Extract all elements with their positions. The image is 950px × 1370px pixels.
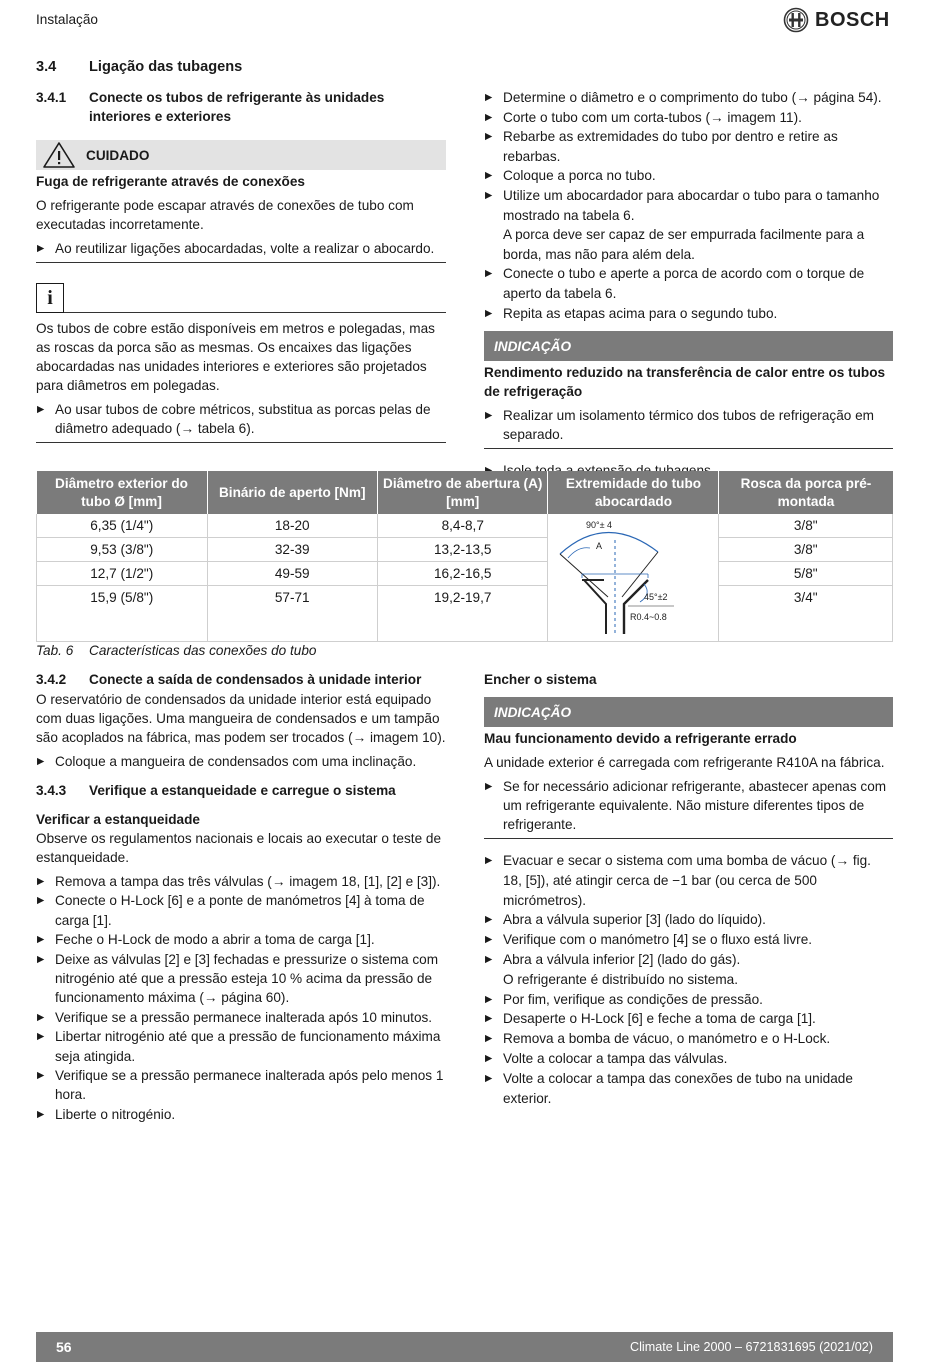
- list-item: ▶ Verifique se a pressão permanece inalterada após pelo menos 1 hora.: [36, 1066, 446, 1105]
- list-item: ▶ Feche o H-Lock de modo a abrir a toma de carga [1].: [36, 930, 446, 949]
- subsection-number: 3.4.3: [36, 783, 67, 798]
- table-cell: 15,9 (5/8"): [37, 586, 208, 642]
- bullets: [36, 752, 446, 771]
- list-item: ▶ Abra a válvula inferior [2] (lado do gás). O refrigerante é distribuído no sistema.: [484, 950, 893, 990]
- note-label: INDICAÇÃO: [494, 338, 572, 354]
- table-cell: 5/8": [719, 562, 893, 586]
- caution-header: [36, 140, 446, 170]
- header-section: Instalação: [36, 12, 98, 27]
- table-cell: 16,2-16,5: [377, 562, 548, 586]
- table-cell: 12,7 (1/2"): [37, 562, 208, 586]
- section-3-4-2: [36, 670, 446, 1124]
- subsection-heading: [36, 781, 446, 800]
- column-header: Extremidade do tubo abocardado: [548, 471, 719, 514]
- list-item: ▶ Conecte o H-Lock [6] e a ponte de manómetros [4] à toma de carga [1].: [36, 891, 446, 930]
- list-item: ▶ Determine o diâmetro e o comprimento do tubo (→ página 54).: [484, 88, 893, 108]
- note-title: Rendimento reduzido na transferência de calor entre os tubos de refrigeração: [484, 365, 886, 400]
- subsection-heading: [36, 670, 446, 689]
- table-cell: 6,35 (1/4"): [37, 514, 208, 538]
- note-title: Mau funcionamento devido a refrigerante errado: [484, 731, 797, 746]
- column-header: Diâmetro de abertura (A) [mm]: [377, 471, 548, 514]
- table-row: [37, 514, 893, 538]
- table-cell: 9,53 (3/8"): [37, 538, 208, 562]
- angle-side-label: 45°±2: [644, 592, 669, 602]
- section-number: 3.4: [36, 59, 57, 75]
- section-3-4-1-steps: [484, 88, 893, 480]
- table-cell: 19,2-19,7: [377, 586, 548, 642]
- list-item: ▶ Conecte o tubo e aperte a porca de acordo com o torque de aperto da tabela 6.: [484, 264, 893, 303]
- subsection-title: Verifique a estanqueidade e carregue o sistema: [89, 783, 396, 798]
- note-bullets: [484, 406, 893, 449]
- table-row: [37, 586, 893, 642]
- subheading: Verificar a estanqueidade: [36, 812, 200, 827]
- note-bullets: [484, 777, 893, 839]
- brand-logo: [783, 7, 890, 33]
- procedure-steps: [484, 88, 893, 323]
- paragraph: O reservatório de condensados da unidade interior está equipado com duas ligações. Uma mangueira de condensados e um tampão são acoplados na fábrica, mas podem ser trocados (→ imagem 10).: [36, 692, 446, 745]
- list-item: ▶ Volte a colocar a tampa das válvulas.: [484, 1049, 893, 1069]
- table-cell: 3/8": [719, 538, 893, 562]
- table-cell: 3/8": [719, 514, 893, 538]
- list-item: ▶ Repita as etapas acima para o segundo tubo.: [484, 304, 893, 324]
- table-header-row: [37, 471, 893, 514]
- subsection-number: 3.4.2: [36, 672, 67, 687]
- caution-label: CUIDADO: [86, 147, 150, 163]
- table-cell: 18-20: [207, 514, 377, 538]
- table-cell: 3/4": [719, 586, 893, 642]
- caution-title: Fuga de refrigerante através de conexões: [36, 174, 305, 189]
- list-item: ▶ Deixe as válvulas [2] e [3] fechadas e pressurize o sistema com nitrogénio até que a pressão esteja 10 % acima da pressão de funcionamento máxima (→ página 60).: [36, 950, 446, 1008]
- subsection-title: Conecte a saída de condensados à unidade interior: [89, 672, 422, 687]
- list-item: ▶ Evacuar e secar o sistema com uma bomba de vácuo (→ fig. 18, [5]), até atingir cerca de −1 bar (ou cerca de 500 micrómetros).: [484, 851, 893, 910]
- flare-diagram: [548, 514, 718, 636]
- opening-a-label: A: [596, 541, 603, 551]
- table-cell: 8,4-8,7: [377, 514, 548, 538]
- table-cell: 13,2-13,5: [377, 538, 548, 562]
- list-item: ▶ Coloque a mangueira de condensados com uma inclinação.: [36, 752, 446, 771]
- fill-steps: [484, 851, 893, 1108]
- note-header: [484, 697, 893, 727]
- list-item: ▶ Remova a tampa das três válvulas (→ imagem 18, [1], [2] e [3]).: [36, 872, 446, 891]
- leak-test-steps: [36, 872, 446, 1124]
- table-cell: 32-39: [207, 538, 377, 562]
- subheading: Encher o sistema: [484, 672, 597, 687]
- column-header: Binário de aperto [Nm]: [207, 471, 377, 514]
- angle-top-label: 90°± 4: [586, 520, 613, 530]
- list-item: ▶ Remova a bomba de vácuo, o manómetro e o H-Lock.: [484, 1029, 893, 1049]
- section-title: Ligação das tubagens: [89, 59, 243, 75]
- info-text: Os tubos de cobre estão disponíveis em metros e polegadas, mas as roscas da porca são as mesmas. Os encaixes das ligações abocardadas nas unidades interiores e exteriores são projetados para diâmetros em polegadas.: [36, 321, 435, 393]
- section-3-4-1: [36, 88, 446, 443]
- table-cell: 57-71: [207, 586, 377, 642]
- page-footer: [36, 1332, 893, 1362]
- list-item: ▶ Rebarbe as extremidades do tubo por dentro e retire as rebarbas.: [484, 127, 893, 166]
- fill-system-section: [484, 670, 893, 1108]
- paragraph: Observe os regulamentos nacionais e locais ao executar o teste de estanqueidade.: [36, 831, 442, 865]
- list-item: ▶ Libertar nitrogénio até que a pressão de funcionamento máxima seja atingida.: [36, 1027, 446, 1066]
- subsection-number: 3.4.1: [36, 90, 67, 105]
- flare-diagram-cell: [548, 514, 719, 642]
- list-item: ▶ Se for necessário adicionar refrigerante, abastecer apenas com um refrigerante equivalente. Não misture diferentes tipos de refrigerante.: [484, 777, 893, 834]
- page-number: 56: [56, 1338, 72, 1355]
- caption-number: Tab. 6: [36, 643, 74, 658]
- brand-name: BOSCH: [815, 8, 890, 31]
- table-row: [37, 538, 893, 562]
- list-item: ▶ Coloque a porca no tubo.: [484, 166, 893, 186]
- caption-text: Características das conexões do tubo: [89, 643, 317, 658]
- list-item: ▶ Verifique com o manómetro [4] se o fluxo está livre.: [484, 930, 893, 950]
- subsection-heading: [36, 88, 446, 126]
- info-header: [36, 283, 446, 313]
- table-cell: 49-59: [207, 562, 377, 586]
- column-header: Rosca da porca pré-montada: [719, 471, 893, 514]
- flare-connection-table: [36, 471, 893, 642]
- list-item: ▶ Volte a colocar a tampa das conexões de tubo na unidade exterior.: [484, 1069, 893, 1109]
- caution-text: O refrigerante pode escapar através de conexões de tubo com executadas incorretamente.: [36, 198, 414, 232]
- table-row: [37, 562, 893, 586]
- list-item: ▶ Realizar um isolamento térmico dos tubos de refrigeração em separado.: [484, 406, 893, 444]
- info-bullets: [36, 400, 446, 443]
- list-item: ▶ Utilize um abocardador para abocardar o tubo para o tamanho mostrado na tabela 6. A porca deve ser capaz de ser empurrada facilmente para a borda, mas não para além dela.: [484, 186, 893, 264]
- section-3-4-heading: [36, 58, 242, 77]
- list-item: ▶ Desaperte o H-Lock [6] e feche a toma de carga [1].: [484, 1009, 893, 1029]
- document-reference: Climate Line 2000 – 6721831695 (2021/02): [630, 1339, 873, 1354]
- radius-label: R0.4~0.8: [630, 612, 668, 622]
- info-icon: i: [36, 283, 64, 313]
- warning-triangle-icon: [42, 141, 76, 169]
- note-header: [484, 331, 893, 361]
- bosch-armature-icon: [783, 7, 809, 33]
- list-item: ▶ Ao usar tubos de cobre métricos, substitua as porcas pelas de diâmetro adequado (→ tabela 6).: [36, 400, 446, 438]
- subsection-title: Conecte os tubos de refrigerante às unidades interiores e exteriores: [89, 90, 385, 124]
- list-item: ▶ Por fim, verifique as condições de pressão.: [484, 990, 893, 1010]
- list-item: ▶ Liberte o nitrogénio.: [36, 1105, 446, 1124]
- list-item: ▶ Ao reutilizar ligações abocardadas, volte a realizar o abocardo.: [36, 239, 446, 258]
- list-item: ▶ Abra a válvula superior [3] (lado do líquido).: [484, 910, 893, 930]
- column-header: Diâmetro exterior do tubo Ø [mm]: [37, 471, 208, 514]
- table-caption: [36, 641, 316, 660]
- caution-bullets: [36, 239, 446, 263]
- note-label: INDICAÇÃO: [494, 704, 572, 720]
- note-text: A unidade exterior é carregada com refrigerante R410A na fábrica.: [484, 755, 885, 770]
- list-item: ▶ Corte o tubo com um corta-tubos (→ imagem 11).: [484, 108, 893, 128]
- list-item: ▶ Verifique se a pressão permanece inalterada após 10 minutos.: [36, 1008, 446, 1027]
